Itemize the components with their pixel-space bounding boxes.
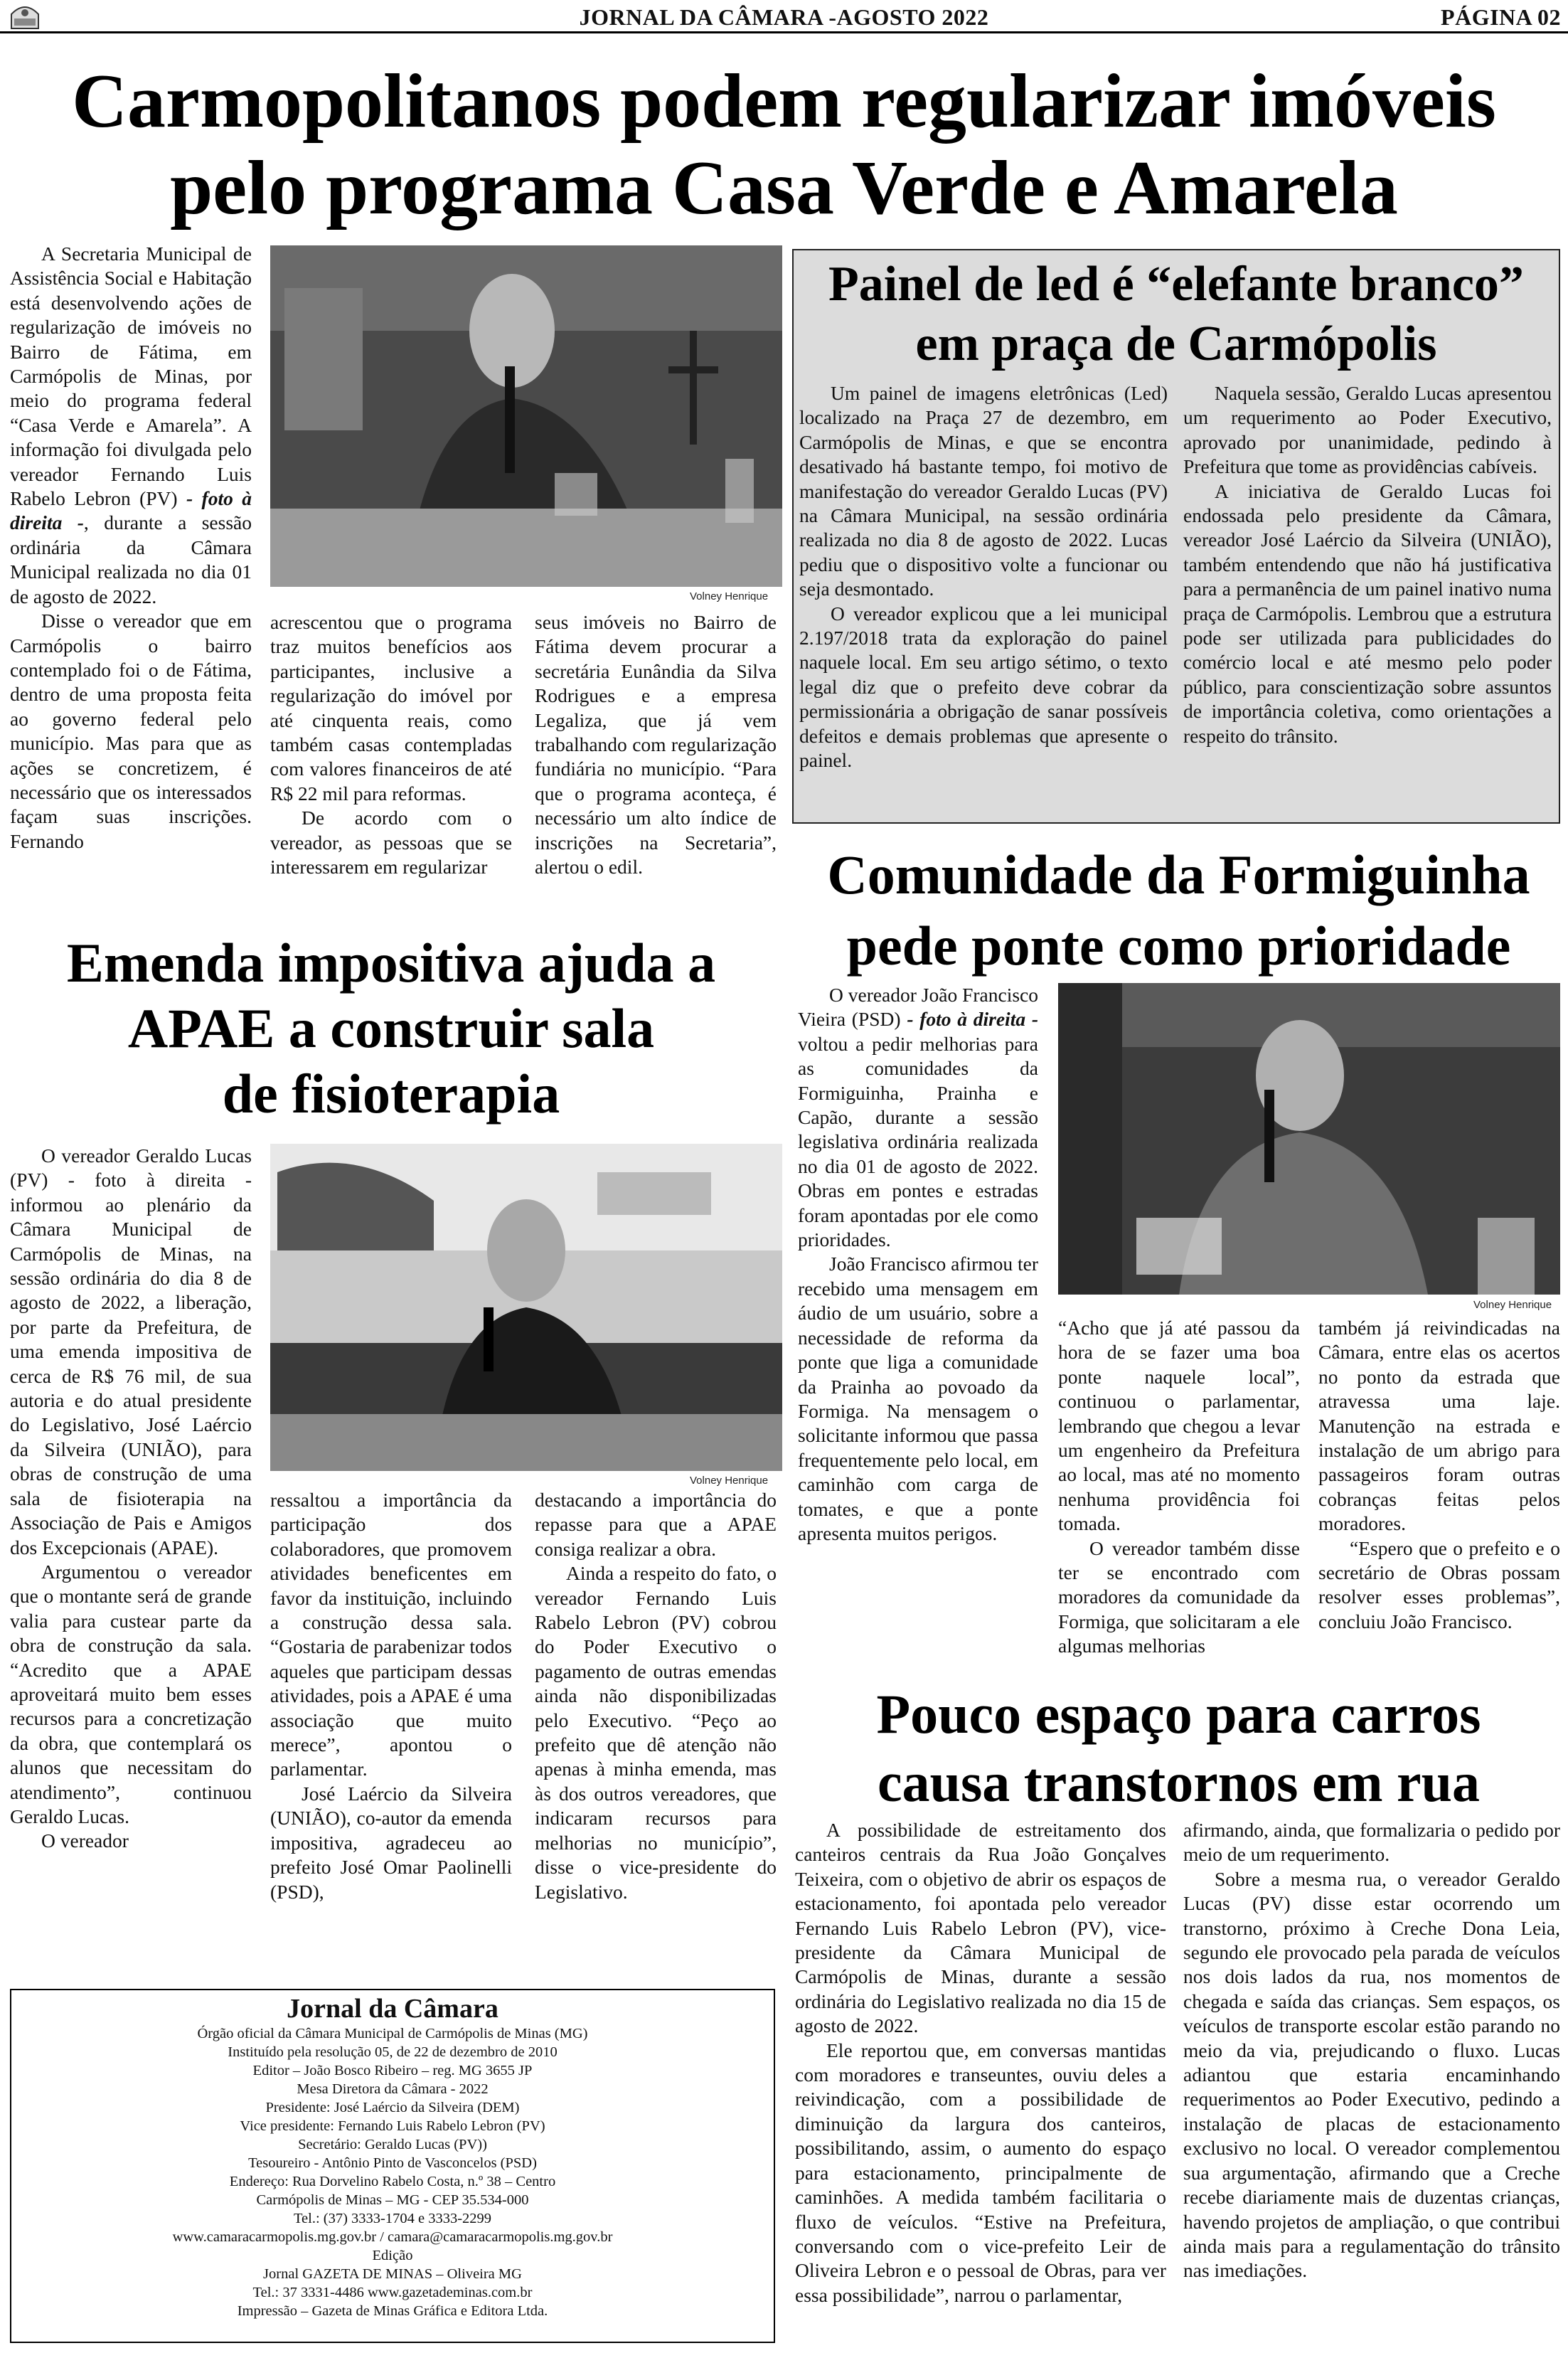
article3-headline-line3: de fisioterapia bbox=[222, 1063, 560, 1125]
masthead-line: Impressão – Gazeta de Minas Gráfica e Editora Ltda. bbox=[237, 2303, 548, 2319]
article5-paragraph3: afirmando, ainda, que formalizaria o pedido por meio de um requerimento. bbox=[1183, 1819, 1560, 1866]
masthead-line: Endereço: Rua Dorvelino Rabelo Costa, n.º 38 – Centro bbox=[229, 2174, 556, 2189]
article5-paragraph4: Sobre a mesma rua, o vereador Geraldo Lucas (PV) disse estar ocorrendo um transtorno, próximo à Creche Dona Leia, segundo ele provocado pela parada de veículos nos dois lados da rua, nos momentos de chegada e saída das crianças. Sem espaços, os veículos de transporte escolar estão parando no meio da via, prejudicando o fluxo. Lucas adiantou que estaria encaminhando requerimentos ao Poder Executivo, pedindo a instalação de placas de estacionamento exclusivo no local. O vereador complementou sua argumentação, afirmando que a Creche recebe diariamente mais de duzentas crianças, havendo projetos de ampliação, o que contribui ainda mais para a regulamentação do trânsito nas imediações. bbox=[1183, 1867, 1560, 2282]
article1-col2-text: acrescentou que o programa traz muitos benefícios aos participantes, inclusive a regularização do imóvel por até cinquenta reais, como também casas contempladas com valores financeiros de até R$ 22 mil para reformas. bbox=[270, 611, 512, 804]
page-number: PÁGINA 02 bbox=[1441, 4, 1561, 30]
masthead-line: Carmópolis de Minas – MG - CEP 35.534-000 bbox=[256, 2192, 529, 2208]
article4-paragraph2: João Francisco afirmou ter recebido uma mensagem em áudio de um usuário, sobre a necessidade de reforma da ponte que liga a comunidade da Prainha ao povoado da Formiga. Na mensagem o solicitante informou que passa frequentemente pelo local, em caminhão com carga de tomates, e que a ponte apresenta muitos perigos. bbox=[798, 1253, 1038, 1544]
article5-col2 bbox=[1183, 1818, 1560, 2349]
article4-col2 bbox=[1058, 1316, 1300, 1677]
article1-col2-paragraph: De acordo com o vereador, as pessoas que se interessarem em regularizar bbox=[270, 807, 512, 878]
article1-lead-end: , durante a sessão ordinária da Câmara Municipal realizada no dia 01 de agosto de 2022. bbox=[10, 511, 252, 607]
article3-photo bbox=[270, 1144, 782, 1471]
article1-headline bbox=[0, 58, 1568, 232]
masthead-line: www.camaracarmopolis.mg.gov.br / camara@camaracarmopolis.mg.gov.br bbox=[172, 2229, 613, 2245]
article2-col2 bbox=[1183, 381, 1552, 818]
masthead-line: Instituído pela resolução 05, de 22 de dezembro de 2010 bbox=[228, 2044, 558, 2060]
article3-paragraph2: Argumentou o vereador que o montante será de grande valia para custear parte da obra de construção da sala. “Acredito que a APAE aproveitará muito bem esses recursos para a concretização da obra, que contemplará os alunos que necessitam do atendimento”, continuou Geraldo Lucas. bbox=[10, 1560, 252, 1827]
article2-headline-line2: em praça de Carmópolis bbox=[915, 317, 1437, 371]
masthead-line: Tel.: (37) 3333-1704 e 3333-2299 bbox=[293, 2211, 492, 2226]
article2-paragraph1: Um painel de imagens eletrônicas (Led) localizado na Praça 27 de dezembro, em Carmópolis de Minas, e que se encontra desativado há bastante tempo, foi motivo de manifestação do vereador Geraldo Lucas (PV) na Câmara Municipal, na sessão ordinária realizada no dia 8 de agosto de 2022. Lucas pediu que o dispositivo volte a funcionar ou seja desmontado. bbox=[799, 382, 1168, 600]
article3-headline-line1: Emenda impositiva ajuda a bbox=[66, 932, 716, 994]
masthead-line: Jornal GAZETA DE MINAS – Oliveira MG bbox=[263, 2266, 522, 2282]
article2-col1 bbox=[799, 381, 1168, 818]
article5-paragraph2: Ele reportou que, em conversas mantidas com moradores e transeuntes, ouviu deles a reivindicação, com a possibilidade de diminuição da largura dos canteiros, possibilitando, assim, o aumento do espaço para estacionamento, principalmente de caminhões. A medida também facilitaria o fluxo de veículos. “Estive na Prefeitura, conversando com o vice-prefeito Leir de Oliveira Lebron e o pessoal de Obras, para ver essa possibilidade”, narrou o parlamentar, bbox=[795, 2039, 1166, 2306]
article2-headline bbox=[792, 255, 1560, 374]
article4-headline bbox=[789, 839, 1568, 982]
journal-title: JORNAL DA CÂMARA -AGOSTO 2022 bbox=[579, 4, 989, 30]
masthead-line: Mesa Diretora da Câmara - 2022 bbox=[297, 2081, 489, 2097]
article4-col3-text: também já reivindicadas na Câmara, entre elas os acertos no ponto da estrada que atravessa uma laje. Manutenção na estrada e instalação de um abrigo para passageiros foram outras cobranças feitas pelos moradores. bbox=[1318, 1317, 1560, 1535]
article4-lead: O vereador João Francisco Vieira (PSD) bbox=[798, 984, 1038, 1031]
masthead-line: Secretário: Geraldo Lucas (PV)) bbox=[298, 2137, 487, 2152]
masthead-line: Vice presidente: Fernando Luis Rabelo Lebron (PV) bbox=[240, 2118, 545, 2134]
article1-headline-line1: Carmopolitanos podem regularizar imóveis bbox=[72, 59, 1496, 144]
article4-col2-paragraph: O vereador também disse ter se encontrado com moradores da comunidade da Formiga, que solicitaram a ele algumas melhorias bbox=[1058, 1536, 1300, 1657]
article4-col2-text: “Acho que já até passou da hora de se fazer uma boa ponte naquele local”, continuou o parlamentar, lembrando que chegou a levar um engenheiro da Prefeitura ao local, mas até no momento nenhuma providência foi tomada. bbox=[1058, 1317, 1300, 1535]
article1-photo-credit: Volney Henrique bbox=[690, 590, 769, 602]
article4-col3-paragraph: “Espero que o prefeito e o secretário de Obras possam resolver esses problemas”, concluiu João Francisco. bbox=[1318, 1536, 1560, 1632]
article1-col3 bbox=[535, 610, 777, 928]
article1-photo-ref: - foto à direita - bbox=[10, 487, 252, 534]
article4-headline-line2: pede ponte como prioridade bbox=[846, 915, 1511, 977]
article3-col3 bbox=[535, 1488, 777, 1979]
article1-col2 bbox=[270, 610, 512, 928]
article3-col3-paragraph: Ainda a respeito do fato, o vereador Fernando Luis Rabelo Lebron (PV) cobrou do Poder Executivo o pagamento de outras emendas ainda não disponibilizadas pelo Executivo. “Peço ao prefeito que dê atenção não apenas à minha emenda, mas às dos outros vereadores, que indicaram recursos para melhorias no município”, disse o vice-presidente do Legislativo. bbox=[535, 1562, 777, 1903]
masthead-line: Tesoureiro - Antônio Pinto de Vasconcelos (PSD) bbox=[248, 2155, 537, 2171]
article4-headline-line1: Comunidade da Formiguinha bbox=[827, 844, 1530, 905]
article3-paragraph1: O vereador Geraldo Lucas (PV) - foto à direita - informou ao plenário da Câmara Municipal de Carmópolis de Minas, na sessão ordinária do dia 8 de agosto de 2022, a liberação, por parte da Prefeitura, de uma emenda impositiva de cerca de R$ 76 mil, de sua autoria e do atual presidente do Legislativo, José Laércio da Silveira (UNIÃO), para obras de construção de uma sala de fisioterapia na Associação de Pais e Amigos dos Excepcionais (APAE). bbox=[10, 1144, 252, 1558]
article1-lead: A Secretaria Municipal de Assistência Social e Habitação está desenvolvendo ações de regularização de imóveis no Bairro de Fátima, em Carmópolis de Minas, por meio do programa federal “Casa Verde e Amarela”. A informação foi divulgada pelo vereador Fernando Luis Rabelo Lebron (PV) bbox=[10, 243, 252, 510]
article3-col2 bbox=[270, 1488, 512, 1979]
article3-paragraph3: O vereador bbox=[41, 1829, 129, 1852]
article3-col2-text: ressaltou a importância da participação dos colaboradores, que promovem atividades beneficentes em favor da instituição, incluindo a construção dessa sala. “Gostaria de parabenizar todos aqueles que participam dessas atividades, pois a APAE é uma associação que muito merece”, apontou o parlamentar. bbox=[270, 1489, 512, 1780]
header-rule bbox=[0, 31, 1568, 33]
article4-col3 bbox=[1318, 1316, 1560, 1677]
article2-headline-line1: Painel de led é “elefante branco” bbox=[828, 257, 1524, 312]
article5-headline bbox=[789, 1680, 1568, 1817]
masthead-line: Tel.: 37 3331-4486 www.gazetademinas.com.br bbox=[252, 2285, 533, 2300]
article2-paragraph4: A iniciativa de Geraldo Lucas foi endossada pelo presidente da Câmara, vereador José Laércio da Silveira (UNIÃO), também entendendo que não há justificativa para a permanência de um painel inativo numa praça de Carmópolis. Lembrou que a estrutura pode ser utilizada para publicidades do comércio local e até mesmo pelo poder público, para conscientização sobre assuntos de importância coletiva, como orientações a respeito do trânsito. bbox=[1183, 479, 1552, 747]
article1-headline-line2: pelo programa Casa Verde e Amarela bbox=[170, 146, 1398, 230]
article2-paragraph2: O vereador explicou que a lei municipal 2.197/2018 trata da exploração do painel naquele local. Em seu artigo sétimo, o texto legal diz que o prefeito deve cobrar da permissionária a obrigação de sanar possíveis defeitos e demais problemas que apresente o painel. bbox=[799, 602, 1168, 772]
article5-headline-line2: causa transtornos em rua bbox=[877, 1751, 1481, 1813]
article1-photo bbox=[270, 245, 782, 587]
article4-photo-ref: - foto à direita - bbox=[907, 1008, 1038, 1031]
article3-col2-paragraph: José Laércio da Silveira (UNIÃO), co-autor da emenda impositiva, agradeceu ao prefeito José Omar Paolinelli (PSD), bbox=[270, 1782, 512, 1903]
article4-photo bbox=[1058, 983, 1560, 1295]
article3-headline-line2: APAE a construir sala bbox=[127, 997, 655, 1059]
article3-col1 bbox=[10, 1144, 252, 1983]
article5-paragraph1: A possibilidade de estreitamento dos canteiros centrais da Rua João Gonçalves Teixeira, com o objetivo de abrir os espaços de estacionamento, foi apontada pelo vereador Fernando Luis Rabelo Lebron (PV), vice-presidente da Câmara Municipal de Carmópolis de Minas, durante a sessão ordinária do Legislativo realizada no dia 15 de agosto de 2022. bbox=[795, 1819, 1166, 2037]
masthead-line: Órgão oficial da Câmara Municipal de Carmópolis de Minas (MG) bbox=[197, 2026, 588, 2041]
article1-paragraph: Disse o vereador que em Carmópolis o bairro contemplado foi o de Fátima, dentro de uma proposta feita ao governo federal pelo município. Mas para que as ações se concretizem, é necessário que os interessados façam suas inscrições. Fernando bbox=[10, 610, 252, 852]
article3-headline bbox=[0, 930, 782, 1127]
article1-col1 bbox=[10, 242, 252, 928]
masthead-line: Presidente: José Laércio da Silveira (DEM) bbox=[265, 2100, 520, 2115]
article1-col3-text: seus imóveis no Bairro de Fátima devem procurar a secretária Eunândia da Silva Rodrigues e a empresa Legaliza, que já vem trabalhando com regularização fundiária no município. “Para que o programa aconteça, é necessário um alto índice de inscrições na Secretaria”, alertou o edil. bbox=[535, 611, 777, 878]
article3-col3-text: destacando a importância do repasse para que a APAE consiga realizar a obra. bbox=[535, 1489, 777, 1560]
article5-col1 bbox=[795, 1818, 1166, 2349]
article3-photo-credit: Volney Henrique bbox=[690, 1475, 769, 1487]
article4-photo-credit: Volney Henrique bbox=[1473, 1299, 1552, 1311]
article4-lead-end: voltou a pedir melhorias para as comunidades da Formiguinha, Prainha e Capão, durante a sessão legislativa ordinária realizada no dia 01 de agosto de 2022. Obras em pontes e estradas foram apontadas por ele como prioridades. bbox=[798, 1032, 1038, 1251]
article5-headline-line1: Pouco espaço para carros bbox=[876, 1683, 1481, 1745]
article2-paragraph3: Naquela sessão, Geraldo Lucas apresentou um requerimento ao Poder Executivo, aprovado por unanimidade, pedindo à Prefeitura que tome as providências cabíveis. bbox=[1183, 382, 1552, 478]
masthead-title: Jornal da Câmara bbox=[287, 1994, 498, 2024]
masthead-line: Editor – João Bosco Ribeiro – reg. MG 3655 JP bbox=[252, 2063, 533, 2078]
masthead-box bbox=[10, 1989, 775, 2343]
masthead-line: Edição bbox=[372, 2248, 413, 2263]
